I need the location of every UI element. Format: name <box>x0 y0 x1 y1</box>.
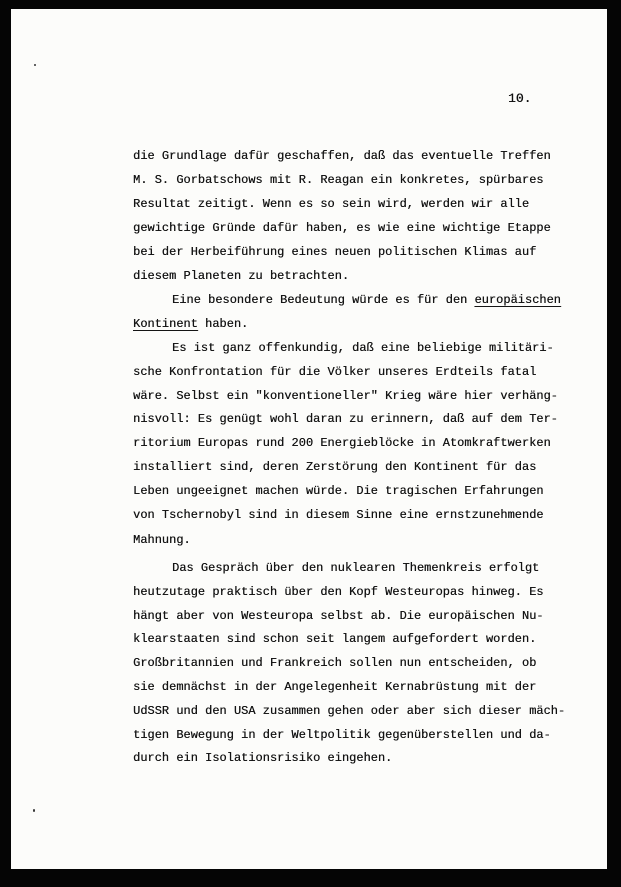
text-line <box>172 292 561 308</box>
text-line: gewichtige Gründe dafür haben, es wie eine wichtige Etappe <box>133 221 551 235</box>
text-line: sche Konfrontation für die Völker unseres Erdteils fatal <box>133 365 537 379</box>
text-line: diesem Planeten zu betrachten. <box>133 269 350 283</box>
text-line: installiert sind, deren Zerstörung den Kontinent für das <box>133 460 537 474</box>
text-line: Leben ungeeignet machen würde. Die tragischen Erfahrungen <box>133 484 544 498</box>
text-line: Resultat zeitigt. Wenn es so sein wird, werden wir alle <box>133 197 530 211</box>
underlined-word: europäischen <box>474 293 561 307</box>
text-segment: haben. <box>197 317 249 331</box>
underlined-word: Kontinent <box>133 317 198 331</box>
text-line: wäre. Selbst ein "konventioneller" Krieg wäre hier verhäng- <box>133 389 558 403</box>
page-number: 10. <box>508 91 532 106</box>
text-line: Es ist ganz offenkundig, daß eine beliebige militäri- <box>172 341 554 355</box>
text-line: sie demnächst in der Angelegenheit Kernabrüstung mit der <box>133 680 537 694</box>
text-line: klearstaaten sind schon seit langem aufgefordert worden. <box>133 632 537 646</box>
text-line: UdSSR und den USA zusammen gehen oder aber sich dieser mäch- <box>133 704 566 718</box>
text-line: tigen Bewegung in der Weltpolitik gegenüberstellen und da- <box>133 728 551 742</box>
text-line: ritorium Europas rund 200 Energieblöcke in Atomkraftwerken <box>133 436 551 450</box>
text-line <box>133 316 248 332</box>
text-line: M. S. Gorbatschows mit R. Reagan ein konkretes, spürbares <box>133 173 544 187</box>
text-line: die Grundlage dafür geschaffen, daß das eventuelle Treffen <box>133 149 551 163</box>
text-line: durch ein Isolationsrisiko eingehen. <box>133 751 393 765</box>
text-line: heutzutage praktisch über den Kopf Westeuropas hinweg. Es <box>133 585 544 599</box>
text-line: Mahnung. <box>133 533 191 547</box>
text-line: Großbritannien und Frankreich sollen nun entscheiden, ob <box>133 656 537 670</box>
text-line: nisvoll: Es genügt wohl daran zu erinnern, daß auf dem Ter- <box>133 412 558 426</box>
scan-speck <box>33 809 35 812</box>
text-line: Das Gespräch über den nuklearen Themenkreis erfolgt <box>172 561 540 575</box>
text-line: bei der Herbeiführung eines neuen politischen Klimas auf <box>133 245 537 259</box>
scan-speck <box>34 64 36 66</box>
text-line: von Tschernobyl sind in diesem Sinne eine ernstzunehmende <box>133 508 544 522</box>
text-line: hängt aber von Westeuropa selbst ab. Die europäischen Nu- <box>133 609 544 623</box>
text-segment: Eine besondere Bedeutung würde es für den <box>172 293 475 307</box>
